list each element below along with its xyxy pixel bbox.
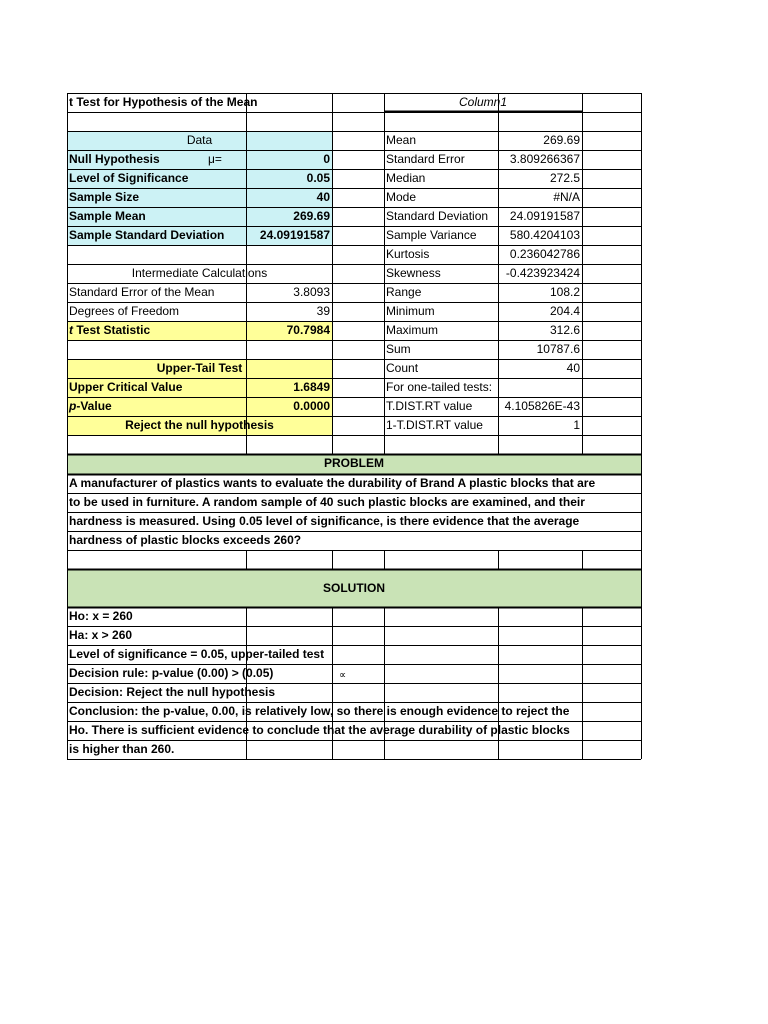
solution-line[interactable]: Ha: x > 260 — [69, 628, 133, 642]
upper-tail-heading[interactable]: Upper-Tail Test — [156, 361, 243, 375]
descriptive-value[interactable]: 108.2 — [549, 285, 580, 299]
descriptive-label[interactable]: Standard Deviation — [386, 209, 489, 223]
descriptive-value[interactable]: 0.236042786 — [509, 247, 580, 261]
descriptive-label[interactable]: Count — [386, 361, 419, 375]
descriptive-value[interactable]: 10787.6 — [536, 342, 580, 356]
descriptive-value[interactable]: 40 — [566, 361, 580, 375]
problem-line[interactable]: hardness of plastic blocks exceeds 260? — [69, 533, 302, 547]
solution-line[interactable]: Decision rule: p-value (0.00) > (0.05) — [69, 666, 274, 680]
descriptive-value[interactable]: 312.6 — [549, 323, 580, 337]
level-of-significance-value[interactable]: 0.05 — [306, 171, 330, 185]
problem-line[interactable]: to be used in furniture. A random sample of 40 such plastic blocks are examined, and their — [69, 495, 585, 509]
descriptive-label[interactable]: Range — [386, 285, 422, 299]
sample-mean-label[interactable]: Sample Mean — [69, 209, 146, 223]
descriptive-label[interactable]: Skewness — [386, 266, 441, 280]
upper-critical-value[interactable]: 1.6849 — [293, 380, 330, 394]
descriptive-value[interactable]: 269.69 — [543, 133, 580, 147]
descriptive-label[interactable]: T.DIST.RT value — [386, 399, 473, 413]
descriptive-value[interactable]: -0.423923424 — [505, 266, 580, 280]
std-error-mean-label[interactable]: Standard Error of the Mean — [69, 285, 215, 299]
descriptive-value[interactable]: #N/A — [553, 190, 580, 204]
solution-line[interactable]: Ho. There is sufficient evidence to conclude that the average durability of plastic blocks — [69, 723, 570, 737]
solution-line[interactable]: Decision: Reject the null hypothesis — [69, 685, 276, 699]
p-value-value[interactable]: 0.0000 — [293, 399, 330, 413]
solution-line[interactable]: Ho: x = 260 — [69, 609, 133, 623]
descriptive-label[interactable]: Maximum — [386, 323, 439, 337]
decision-text[interactable]: Reject the null hypothesis — [125, 418, 274, 432]
descriptive-value[interactable]: 204.4 — [549, 304, 580, 318]
descriptive-label[interactable]: Standard Error — [386, 152, 465, 166]
solution-line[interactable]: is higher than 260. — [69, 742, 175, 756]
column-label[interactable]: Column1 — [458, 95, 508, 109]
p-value-label-italic: p — [69, 399, 77, 413]
sheet-title[interactable]: t Test for Hypothesis of the Mean — [69, 95, 258, 109]
solution-line[interactable]: Level of significance = 0.05, upper-tailed test — [69, 647, 325, 661]
descriptive-label[interactable]: Mode — [386, 190, 417, 204]
upper-critical-label[interactable]: Upper Critical Value — [69, 380, 183, 394]
descriptive-label[interactable]: 1-T.DIST.RT value — [386, 418, 483, 432]
descriptive-label[interactable]: Sum — [386, 342, 411, 356]
descriptive-value[interactable]: 4.105826E-43 — [504, 399, 580, 413]
solution-heading[interactable]: SOLUTION — [323, 581, 385, 595]
descriptive-value[interactable]: 24.09191587 — [509, 209, 580, 223]
descriptive-label[interactable]: Minimum — [386, 304, 435, 318]
data-heading[interactable]: Data — [186, 133, 213, 147]
degrees-freedom-value[interactable]: 39 — [316, 304, 330, 318]
descriptive-label[interactable]: Kurtosis — [386, 247, 430, 261]
descriptive-label[interactable]: Sample Variance — [386, 228, 477, 242]
mu-symbol: μ= — [208, 152, 222, 166]
descriptive-value[interactable]: 3.809266367 — [509, 152, 580, 166]
descriptive-value[interactable]: 580.4204103 — [509, 228, 580, 242]
level-of-significance-label[interactable]: Level of Significance — [69, 171, 189, 185]
solution-line[interactable]: Conclusion: the p-value, 0.00, is relatively low, so there is enough evidence to reject the — [69, 704, 570, 718]
std-error-mean-value[interactable]: 3.8093 — [293, 285, 330, 299]
problem-heading[interactable]: PROBLEM — [324, 456, 384, 470]
problem-line[interactable]: hardness is measured. Using 0.05 level of significance, is there evidence that the average — [69, 514, 580, 528]
descriptive-value[interactable]: 272.5 — [549, 171, 580, 185]
sample-mean-value[interactable]: 269.69 — [293, 209, 330, 223]
descriptive-label[interactable]: Mean — [386, 133, 417, 147]
intermediate-heading[interactable]: Intermediate Calculations — [131, 266, 268, 280]
descriptive-label[interactable]: Median — [386, 171, 426, 185]
null-hypothesis-value[interactable]: 0 — [323, 152, 330, 166]
sample-std-dev-value[interactable]: 24.09191587 — [259, 228, 330, 242]
null-hypothesis-label[interactable]: Null Hypothesis — [69, 152, 160, 166]
problem-line[interactable]: A manufacturer of plastics wants to evaluate the durability of Brand A plastic blocks that are — [69, 476, 596, 490]
t-test-statistic-label-italic: t — [69, 323, 73, 337]
degrees-freedom-label[interactable]: Degrees of Freedom — [69, 304, 180, 318]
descriptive-value[interactable]: 1 — [573, 418, 580, 432]
p-value-label-text: -Value — [76, 399, 112, 413]
sample-std-dev-label[interactable]: Sample Standard Deviation — [69, 228, 225, 242]
sample-size-value[interactable]: 40 — [316, 190, 330, 204]
t-test-statistic-value[interactable]: 70.7984 — [286, 323, 330, 337]
grid-lines — [67, 93, 643, 761]
descriptive-label[interactable]: For one-tailed tests: — [386, 380, 493, 394]
alpha-symbol: ∝ — [339, 670, 347, 681]
t-test-statistic-label-text: Test Statistic — [73, 323, 151, 337]
sample-size-label[interactable]: Sample Size — [69, 190, 140, 204]
